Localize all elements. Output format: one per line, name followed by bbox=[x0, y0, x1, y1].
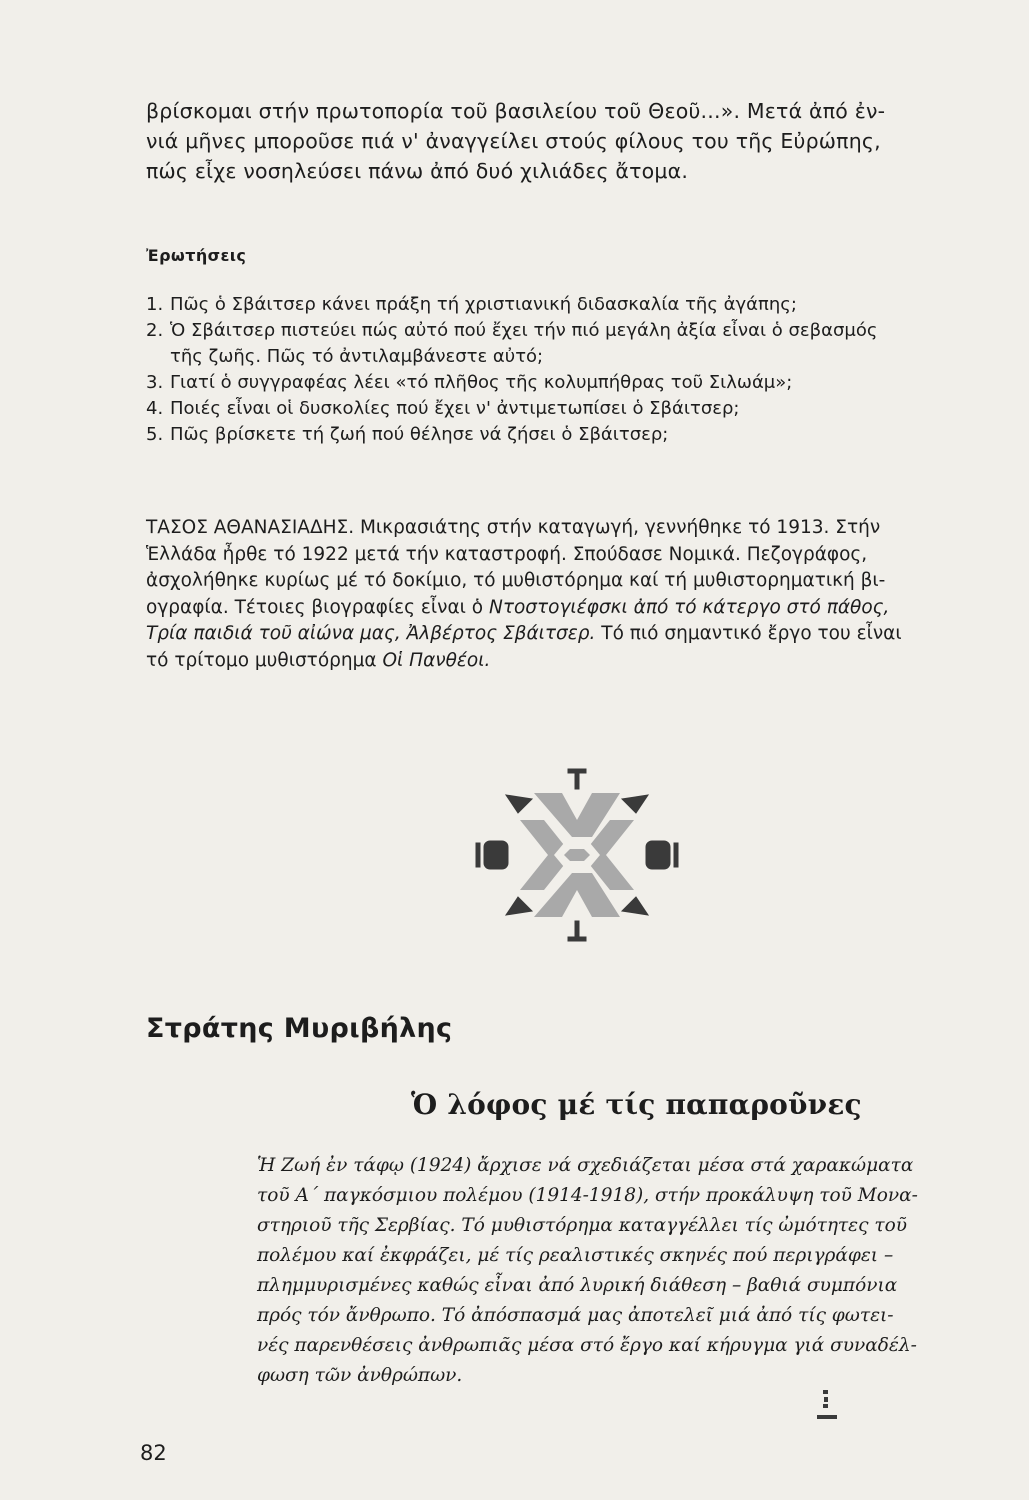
intro-line: στηριοῦ τῆς Σερβίας. Τό μυθιστόρημα καταγγέλλει τίς ὠμότητες τοῦ bbox=[257, 1215, 907, 1236]
intro-line: φωση τῶν ἀνθρώπων. bbox=[257, 1365, 463, 1386]
embroidery-ornament-icon bbox=[472, 765, 682, 949]
question-text: Γιατί ὁ συγγραφέας λέει «τό πλῆθος τῆς κολυμπήθρας τοῦ Σιλωάμ»; bbox=[170, 372, 793, 393]
question-item bbox=[146, 422, 1016, 448]
question-text: τῆς ζωῆς. Πῶς τό ἀντιλαμβάνεστε αὐτό; bbox=[170, 346, 544, 367]
bio-line: ἀσχολήθηκε κυρίως μέ τό δοκίμιο, τό μυθιστόρημα καί τή μυθιστορηματική βι- bbox=[146, 570, 886, 591]
question-item bbox=[146, 396, 1016, 422]
question-text: Ποιές εἶναι οἱ δυσκολίες πού ἔχει ν' ἀντιμετωπίσει ὁ Σβάιτσερ; bbox=[170, 398, 740, 419]
bio-line bbox=[146, 648, 1010, 675]
bio-line bbox=[146, 621, 1010, 648]
questions-heading: Ἐρωτήσεις bbox=[146, 246, 247, 265]
page-number: 82 bbox=[140, 1441, 167, 1465]
intro-line: πολέμου καί ἐκφράζει, μέ τίς ρεαλιστικές σκηνές πού περιγράφει – bbox=[257, 1245, 894, 1266]
bio-text: Τό πιό σημαντικό ἔργο του εἶναι bbox=[595, 623, 902, 644]
author-name: Στράτης Μυριβήλης bbox=[146, 1013, 453, 1044]
question-item bbox=[146, 292, 1016, 318]
intro-line: τοῦ Α΄ παγκόσμιου πολέμου (1914-1918), στήν προκάλυψη τοῦ Μονα- bbox=[257, 1185, 918, 1206]
bio-text: τό τρίτομο μυθιστόρημα bbox=[146, 649, 383, 671]
questions-list bbox=[146, 292, 1016, 448]
question-text: Πῶς ὁ Σβάιτσερ κάνει πράξη τή χριστιανική διδασκαλία τῆς ἀγάπης; bbox=[170, 294, 797, 315]
bio-line: ΤΑΣΟΣ ΑΘΑΝΑΣΙΑΔΗΣ. Μικρασιάτης στήν καταγωγή, γεννήθηκε τό 1913. Στήν bbox=[146, 517, 881, 538]
top-paragraph-line: βρίσκομαι στήν πρωτοπορία τοῦ βασιλείου τοῦ Θεοῦ...». Μετά ἀπό ἐν- bbox=[146, 99, 886, 123]
question-number: 5. bbox=[146, 424, 164, 445]
intro-line: πρός τόν ἄνθρωπο. Τό ἀπόσπασμά μας ἀποτελεῖ μιά ἀπό τίς φωτει- bbox=[257, 1305, 894, 1326]
bio-line bbox=[146, 595, 1010, 622]
bio-book-title: Τρία παιδιά τοῦ αἰώνα μας, Ἀλβέρτος Σβάιτσερ. bbox=[146, 623, 596, 644]
question-number: 4. bbox=[146, 398, 164, 419]
bio-book-title: Οἱ Πανθέοι. bbox=[382, 649, 491, 671]
question-text: Ὁ Σβάιτσερ πιστεύει πώς αὐτό πού ἔχει τήν πιό μεγάλη ἀξία εἶναι ὁ σεβασμός bbox=[170, 320, 878, 341]
question-number: 3. bbox=[146, 372, 164, 393]
question-text: Πῶς βρίσκετε τή ζωή πού θέλησε νά ζήσει ὁ Σβάιτσερ; bbox=[170, 424, 669, 445]
question-number: 1. bbox=[146, 294, 164, 315]
top-paragraph bbox=[146, 96, 1008, 186]
author-bio bbox=[146, 515, 1010, 674]
small-mark-icon bbox=[815, 1388, 839, 1426]
bio-book-title: Ντοστογιέφσκι ἀπό τό κάτεργο στό πάθος, bbox=[488, 596, 890, 618]
work-intro bbox=[257, 1151, 1009, 1391]
intro-line: πλημμυρισμένες καθώς εἶναι ἀπό λυρική διάθεση – βαθιά συμπόνια bbox=[257, 1275, 898, 1296]
question-number: 2. bbox=[146, 320, 164, 341]
top-paragraph-line: πώς εἶχε νοσηλεύσει πάνω ἀπό δυό χιλιάδες ἄτομα. bbox=[146, 159, 689, 183]
bio-line: Ἑλλάδα ἦρθε τό 1922 μετά τήν καταστροφή. Σπούδασε Νομικά. Πεζογράφος, bbox=[146, 543, 868, 565]
intro-line: Ἡ Ζωή ἐν τάφῳ (1924) ἄρχισε νά σχεδιάζεται μέσα στά χαρακώματα bbox=[257, 1155, 914, 1176]
bio-text: ογραφία. Τέτοιες βιογραφίες εἶναι ὁ bbox=[146, 596, 489, 618]
question-item bbox=[146, 370, 1016, 396]
question-item bbox=[146, 318, 1016, 370]
top-paragraph-line: νιά μῆνες μποροῦσε πιά ν' ἀναγγείλει στούς φίλους του τῆς Εὐρώπης, bbox=[146, 129, 881, 153]
intro-line: νές παρενθέσεις ἀνθρωπιᾶς μέσα στό ἔργο καί κήρυγμα γιά συναδέλ- bbox=[257, 1335, 917, 1356]
work-title: Ὁ λόφος μέ τίς παπαροῦνες bbox=[411, 1088, 862, 1121]
